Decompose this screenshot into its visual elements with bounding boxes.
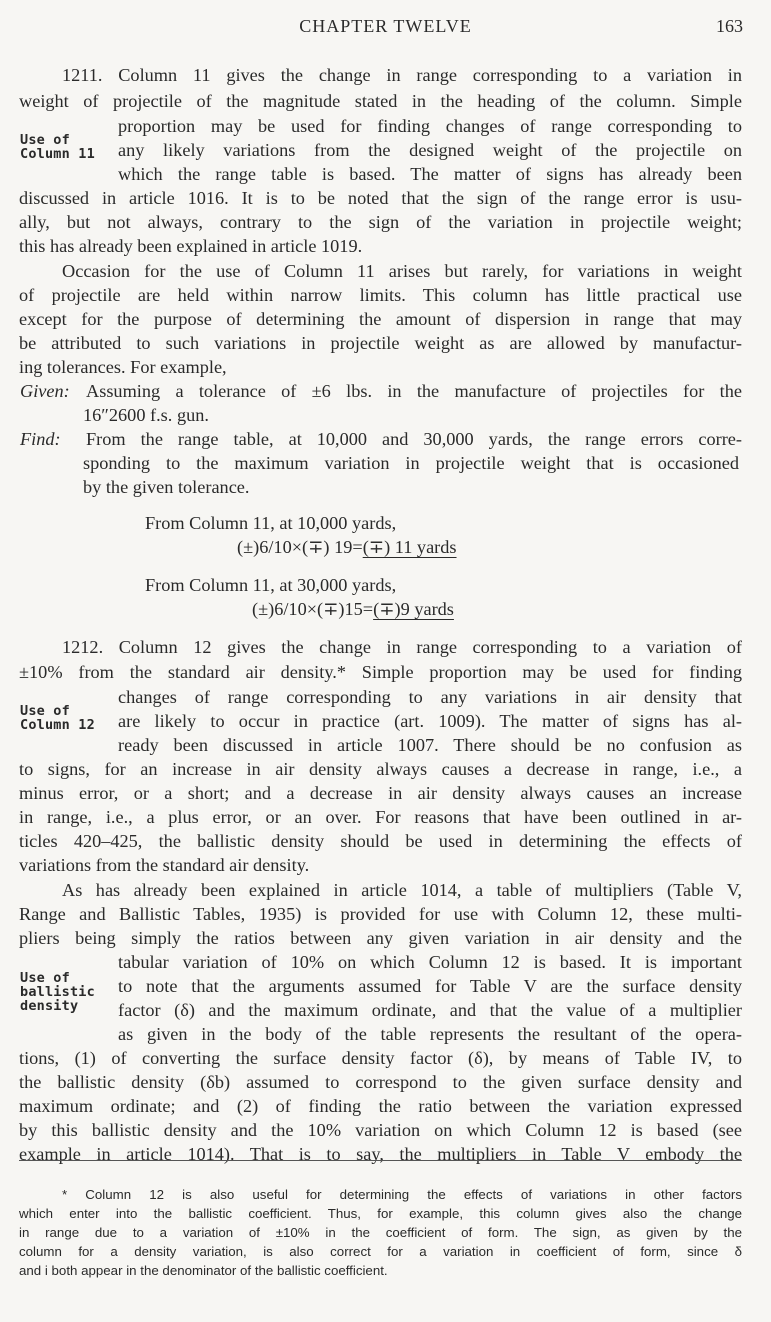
text-line: discussed in article 1016. It is to be noted that the sign of the range error is usu- — [19, 188, 742, 208]
text-line: minus error, or a short; and a decrease in air density always causes an increase — [19, 783, 742, 803]
text-line: by this ballistic density and the 10% variation on which Column 12 is based (see — [19, 1120, 742, 1140]
footnote-line: which enter into the ballistic coefficient. Thus, for example, this column gives also the change — [19, 1206, 742, 1221]
text-line: 16″2600 f.s. gun. — [83, 405, 209, 425]
text-line: tabular variation of 10% on which Column 12 is based. It is important — [118, 952, 742, 972]
text-line: to signs, for an increase in air density always causes a decrease in range, i.e., a — [19, 759, 742, 779]
text-line: to note that the arguments assumed for Table V are the surface density — [118, 976, 742, 996]
text-line: sponding to the maximum variation in projectile weight that is occasioned — [83, 453, 739, 473]
text-line: Occasion for the use of Column 11 arises but rarely, for variations in weight — [62, 261, 742, 281]
calc-intro: From Column 11, at 10,000 yards, — [145, 513, 397, 533]
text-line: variations from the standard air density. — [19, 855, 310, 875]
footnote-divider — [19, 1160, 742, 1161]
margin-note-ballistic-density: Use of ballistic density — [20, 970, 95, 1014]
text-line: weight of projectile of the magnitude stated in the heading of the column. Simple — [19, 91, 742, 111]
text-line: ±10% from the standard air density.* Simple proportion may be used for finding — [19, 662, 742, 682]
text-line: of projectile are held within narrow limits. This column has little practical use — [19, 285, 742, 305]
text-line: ing tolerances. For example, — [19, 357, 227, 377]
given-label: Given: — [20, 381, 70, 401]
text-line: 1211. Column 11 gives the change in range corresponding to a variation in — [62, 65, 742, 85]
text-line: ready been discussed in article 1007. There should be no confusion as — [118, 735, 742, 755]
margin-note-column-11: Use of Column 11 — [20, 132, 95, 162]
footnote-line: * Column 12 is also useful for determining the effects of variations in other factors — [62, 1187, 742, 1202]
text-line: as given in the body of the table represents the resultant of the opera- — [118, 1024, 742, 1044]
text-line: tions, (1) of converting the surface density factor (δ), by means of Table IV, to — [19, 1048, 742, 1068]
text-line: be attributed to such variations in projectile weight as are allowed by manufactur- — [19, 333, 742, 353]
margin-note-column-12: Use of Column 12 — [20, 703, 95, 733]
calc-expression: (±)6/10×(∓) 19=(∓) 11 yards — [237, 537, 457, 557]
calc-expression: (±)6/10×(∓)15=(∓)9 yards — [252, 599, 454, 619]
text-line: are likely to occur in practice (art. 1009). The matter of signs has al- — [118, 711, 742, 731]
text-line: which the range table is based. The matter of signs has already been — [118, 164, 742, 184]
text-line: ally, but not always, contrary to the sign of the variation in projectile weight; — [19, 212, 742, 232]
text-line: Range and Ballistic Tables, 1935) is provided for use with Column 12, these multi- — [19, 904, 742, 924]
calc-result: (∓) 11 yards — [362, 537, 457, 557]
text-line: From the range table, at 10,000 and 30,000 yards, the range errors corre- — [86, 429, 742, 449]
text-line: ticles 420–425, the ballistic density should be used in determining the effects of — [19, 831, 742, 851]
footnote-line: column for a density variation, is also correct for a variation in coefficient of form, since δ — [19, 1244, 742, 1259]
text-line: the ballistic density (δb) assumed to correspond to the given surface density and — [19, 1072, 742, 1092]
text-line: except for the purpose of determining the amount of dispersion in range that may — [19, 309, 742, 329]
text-line: any likely variations from the designed weight of the projectile on — [118, 140, 742, 160]
text-line: changes of range corresponding to any variations in air density that — [118, 687, 742, 707]
footnote-line: and i both appear in the denominator of the ballistic coefficient. — [19, 1263, 388, 1278]
text-line: this has already been explained in article 1019. — [19, 236, 363, 256]
text-line: maximum ordinate; and (2) of finding the ratio between the variation expressed — [19, 1096, 742, 1116]
text-line: Assuming a tolerance of ±6 lbs. in the manufacture of projectiles for the — [86, 381, 742, 401]
page-number: 163 — [716, 16, 743, 36]
find-label: Find: — [20, 429, 61, 449]
text-line: in range, i.e., a plus error, or an over. For reasons that have been outlined in ar- — [19, 807, 742, 827]
text-line: factor (δ) and the maximum ordinate, and that the value of a multiplier — [118, 1000, 742, 1020]
footnote-line: in range due to a variation of ±10% in the coefficient of form. The sign, as given by the — [19, 1225, 742, 1240]
text-line: pliers being simply the ratios between any given variation in air density and the — [19, 928, 742, 948]
text-line: example in article 1014). That is to say, the multipliers in Table V embody the — [19, 1144, 742, 1164]
text-line: proportion may be used for finding changes of range corresponding to — [118, 116, 742, 136]
text-line: by the given tolerance. — [83, 477, 250, 497]
text-line: As has already been explained in article 1014, a table of multipliers (Table V, — [62, 880, 742, 900]
calc-intro: From Column 11, at 30,000 yards, — [145, 575, 397, 595]
text-line: 1212. Column 12 gives the change in range corresponding to a variation of — [62, 637, 742, 657]
running-head: CHAPTER TWELVE — [299, 16, 472, 36]
calc-result: (∓)9 yards — [373, 599, 454, 619]
